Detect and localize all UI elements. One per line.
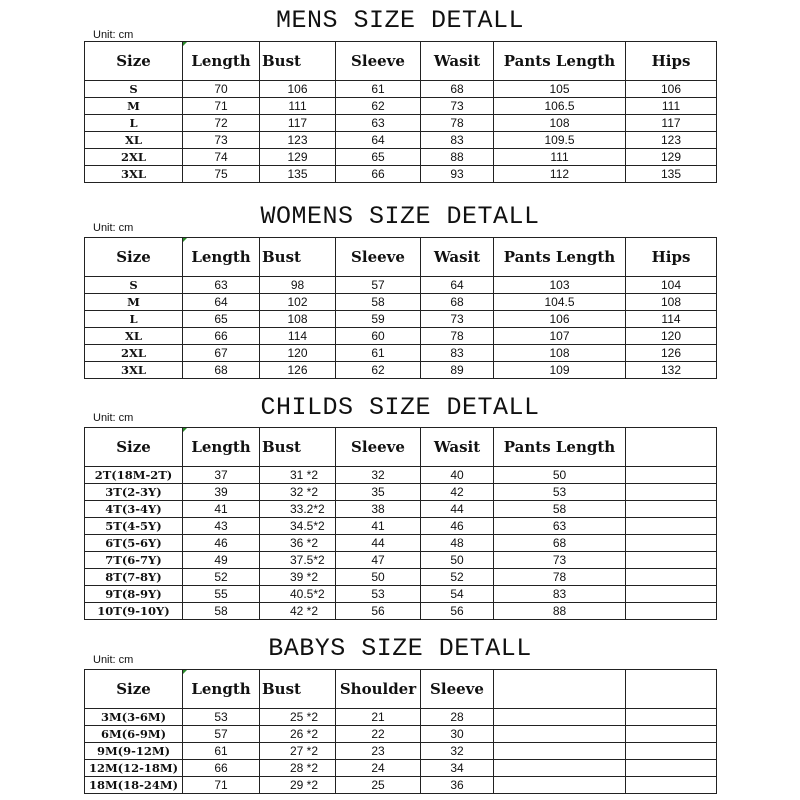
table-row [85,501,717,518]
value-cell: 37.5*2 [260,552,336,569]
header-row [85,238,717,277]
value-cell: 108 [260,311,336,328]
value-cell: 64 [336,132,421,149]
header-cell: Size [85,670,183,709]
value-cell: 62 [336,98,421,115]
value-cell: 68 [183,362,260,379]
value-cell: 63 [494,518,626,535]
value-cell [626,726,717,743]
value-cell: 50 [336,569,421,586]
table-row [85,345,717,362]
size-cell: 10T(9-10Y) [85,603,183,620]
table-row [85,311,717,328]
value-cell [494,743,626,760]
header-cell: Bust [260,428,336,467]
table-row [85,535,717,552]
value-cell: 25 [336,777,421,794]
value-cell: 129 [260,149,336,166]
section-title: MENS SIZE DETALL [275,6,525,35]
size-cell: M [85,294,183,311]
size-table [84,669,717,794]
value-cell: 73 [421,311,494,328]
size-cell: 3XL [85,166,183,183]
value-cell: 120 [626,328,717,345]
table-row [85,98,717,115]
value-cell: 36 [421,777,494,794]
value-cell: 112 [494,166,626,183]
value-cell: 63 [336,115,421,132]
table-row [85,115,717,132]
value-cell: 66 [183,328,260,345]
value-cell: 40 [421,467,494,484]
value-cell: 111 [260,98,336,115]
value-cell: 56 [336,603,421,620]
table-row [85,586,717,603]
table-row [85,81,717,98]
value-cell: 66 [336,166,421,183]
value-cell: 106 [494,311,626,328]
value-cell: 22 [336,726,421,743]
value-cell: 38 [336,501,421,518]
value-cell: 78 [421,115,494,132]
size-cell: XL [85,328,183,345]
value-cell [626,569,717,586]
table-row [85,277,717,294]
size-cell: 2XL [85,149,183,166]
header-row [85,42,717,81]
value-cell: 57 [183,726,260,743]
header-cell [626,670,717,709]
table-row [85,294,717,311]
section-title: CHILDS SIZE DETALL [260,393,540,422]
value-cell: 64 [183,294,260,311]
unit-label: Unit: cm [93,29,134,41]
table-row [85,726,717,743]
header-cell: Length [183,238,260,277]
value-cell: 88 [421,149,494,166]
value-cell: 68 [421,81,494,98]
table-row [85,603,717,620]
value-cell: 34 [421,760,494,777]
value-cell: 98 [260,277,336,294]
value-cell: 126 [626,345,717,362]
value-cell: 117 [626,115,717,132]
value-cell: 44 [336,535,421,552]
value-cell: 53 [336,586,421,603]
value-cell: 39 [183,484,260,501]
value-cell [494,777,626,794]
value-cell: 71 [183,777,260,794]
size-cell: 3T(2-3Y) [85,484,183,501]
value-cell: 88 [494,603,626,620]
value-cell: 28 *2 [260,760,336,777]
size-cell: 5T(4-5Y) [85,518,183,535]
value-cell: 73 [421,98,494,115]
value-cell [626,586,717,603]
value-cell: 65 [183,311,260,328]
value-cell: 60 [336,328,421,345]
value-cell [626,743,717,760]
value-cell: 132 [626,362,717,379]
value-cell: 50 [421,552,494,569]
value-cell [626,467,717,484]
value-cell: 43 [183,518,260,535]
value-cell: 32 [336,467,421,484]
value-cell: 47 [336,552,421,569]
size-cell: 9M(9-12M) [85,743,183,760]
value-cell: 93 [421,166,494,183]
header-cell: Wasit [421,428,494,467]
value-cell: 104 [626,277,717,294]
unit-label: Unit: cm [93,412,134,424]
value-cell: 105 [494,81,626,98]
value-cell: 58 [336,294,421,311]
size-cell: 3XL [85,362,183,379]
value-cell: 58 [183,603,260,620]
value-cell [626,501,717,518]
value-cell: 54 [421,586,494,603]
header-cell: Bust [260,670,336,709]
value-cell: 53 [494,484,626,501]
table-row [85,166,717,183]
value-cell: 135 [626,166,717,183]
header-cell: Hips [626,238,717,277]
value-cell: 58 [494,501,626,518]
value-cell: 35 [336,484,421,501]
value-cell: 111 [626,98,717,115]
value-cell: 23 [336,743,421,760]
value-cell: 61 [336,345,421,362]
header-cell: Pants Length [494,42,626,81]
value-cell: 111 [494,149,626,166]
value-cell: 107 [494,328,626,345]
value-cell: 55 [183,586,260,603]
table-row [85,132,717,149]
value-cell: 109 [494,362,626,379]
value-cell [626,552,717,569]
size-table [84,41,717,183]
size-cell: 18M(18-24M) [85,777,183,794]
header-cell: Length [183,428,260,467]
table-row [85,760,717,777]
table-row [85,552,717,569]
size-cell: 8T(7-8Y) [85,569,183,586]
header-cell: Shoulder [336,670,421,709]
value-cell [626,709,717,726]
value-cell: 83 [421,345,494,362]
header-cell: Size [85,238,183,277]
value-cell: 74 [183,149,260,166]
size-cell: 3M(3-6M) [85,709,183,726]
value-cell: 31 *2 [260,467,336,484]
value-cell: 29 *2 [260,777,336,794]
value-cell: 106 [260,81,336,98]
table-row [85,777,717,794]
value-cell: 73 [183,132,260,149]
value-cell: 32 *2 [260,484,336,501]
table-row [85,709,717,726]
value-cell: 32 [421,743,494,760]
value-cell: 41 [183,501,260,518]
table-row [85,328,717,345]
section-title: WOMENS SIZE DETALL [260,202,540,231]
value-cell: 42 *2 [260,603,336,620]
value-cell: 41 [336,518,421,535]
header-cell: Length [183,42,260,81]
value-cell: 75 [183,166,260,183]
value-cell: 72 [183,115,260,132]
value-cell: 78 [494,569,626,586]
value-cell: 40.5*2 [260,586,336,603]
value-cell: 33.2*2 [260,501,336,518]
value-cell: 44 [421,501,494,518]
size-cell: 2XL [85,345,183,362]
size-cell: 6M(6-9M) [85,726,183,743]
value-cell: 50 [494,467,626,484]
unit-label: Unit: cm [93,654,134,666]
value-cell: 89 [421,362,494,379]
value-cell: 83 [421,132,494,149]
value-cell: 61 [183,743,260,760]
value-cell: 34.5*2 [260,518,336,535]
header-cell: Length [183,670,260,709]
value-cell: 102 [260,294,336,311]
table-row [85,362,717,379]
header-cell: Sleeve [421,670,494,709]
header-row [85,428,717,467]
value-cell: 106.5 [494,98,626,115]
value-cell: 126 [260,362,336,379]
value-cell: 28 [421,709,494,726]
value-cell: 67 [183,345,260,362]
size-cell: L [85,311,183,328]
value-cell: 63 [183,277,260,294]
header-cell: Pants Length [494,428,626,467]
section-title: BABYS SIZE DETALL [268,634,532,663]
value-cell: 62 [336,362,421,379]
size-table [84,237,717,379]
header-cell: Hips [626,42,717,81]
header-cell: Sleeve [336,42,421,81]
header-cell: Size [85,428,183,467]
size-cell: XL [85,132,183,149]
size-cell: 4T(3-4Y) [85,501,183,518]
size-cell: 7T(6-7Y) [85,552,183,569]
value-cell: 61 [336,81,421,98]
value-cell: 46 [421,518,494,535]
value-cell [626,760,717,777]
value-cell: 46 [183,535,260,552]
value-cell: 30 [421,726,494,743]
value-cell: 25 *2 [260,709,336,726]
value-cell: 64 [421,277,494,294]
value-cell [494,760,626,777]
value-cell: 120 [260,345,336,362]
value-cell: 78 [421,328,494,345]
value-cell [626,484,717,501]
table-row [85,484,717,501]
value-cell: 66 [183,760,260,777]
size-cell: M [85,98,183,115]
value-cell: 65 [336,149,421,166]
value-cell: 68 [421,294,494,311]
value-cell: 114 [626,311,717,328]
size-cell: 6T(5-6Y) [85,535,183,552]
table-row [85,569,717,586]
value-cell: 106 [626,81,717,98]
value-cell: 52 [421,569,494,586]
value-cell: 52 [183,569,260,586]
value-cell: 49 [183,552,260,569]
table-row [85,518,717,535]
value-cell: 104.5 [494,294,626,311]
value-cell: 37 [183,467,260,484]
value-cell: 71 [183,98,260,115]
size-cell: 2T(18M-2T) [85,467,183,484]
value-cell: 73 [494,552,626,569]
value-cell: 117 [260,115,336,132]
value-cell [626,777,717,794]
header-cell: Sleeve [336,238,421,277]
value-cell: 70 [183,81,260,98]
table-row [85,467,717,484]
size-cell: 9T(8-9Y) [85,586,183,603]
value-cell: 59 [336,311,421,328]
value-cell: 42 [421,484,494,501]
value-cell [626,518,717,535]
unit-label: Unit: cm [93,222,134,234]
size-cell: 12M(12-18M) [85,760,183,777]
header-cell: Size [85,42,183,81]
value-cell: 48 [421,535,494,552]
value-cell: 56 [421,603,494,620]
value-cell [494,709,626,726]
header-cell [626,428,717,467]
size-cell: S [85,81,183,98]
table-row [85,149,717,166]
table-row [85,743,717,760]
value-cell: 135 [260,166,336,183]
size-cell: S [85,277,183,294]
value-cell [494,726,626,743]
value-cell: 27 *2 [260,743,336,760]
header-cell: Wasit [421,42,494,81]
header-cell: Wasit [421,238,494,277]
value-cell: 57 [336,277,421,294]
value-cell: 21 [336,709,421,726]
value-cell: 68 [494,535,626,552]
value-cell: 108 [626,294,717,311]
header-cell [494,670,626,709]
value-cell [626,603,717,620]
value-cell: 26 *2 [260,726,336,743]
value-cell: 24 [336,760,421,777]
value-cell: 123 [260,132,336,149]
value-cell: 53 [183,709,260,726]
value-cell: 123 [626,132,717,149]
value-cell [626,535,717,552]
value-cell: 114 [260,328,336,345]
header-cell: Sleeve [336,428,421,467]
value-cell: 129 [626,149,717,166]
value-cell: 39 *2 [260,569,336,586]
value-cell: 36 *2 [260,535,336,552]
header-cell: Bust [260,238,336,277]
value-cell: 108 [494,115,626,132]
value-cell: 109.5 [494,132,626,149]
header-cell: Pants Length [494,238,626,277]
value-cell: 108 [494,345,626,362]
header-row [85,670,717,709]
size-table [84,427,717,620]
header-cell: Bust [260,42,336,81]
size-cell: L [85,115,183,132]
value-cell: 103 [494,277,626,294]
value-cell: 83 [494,586,626,603]
